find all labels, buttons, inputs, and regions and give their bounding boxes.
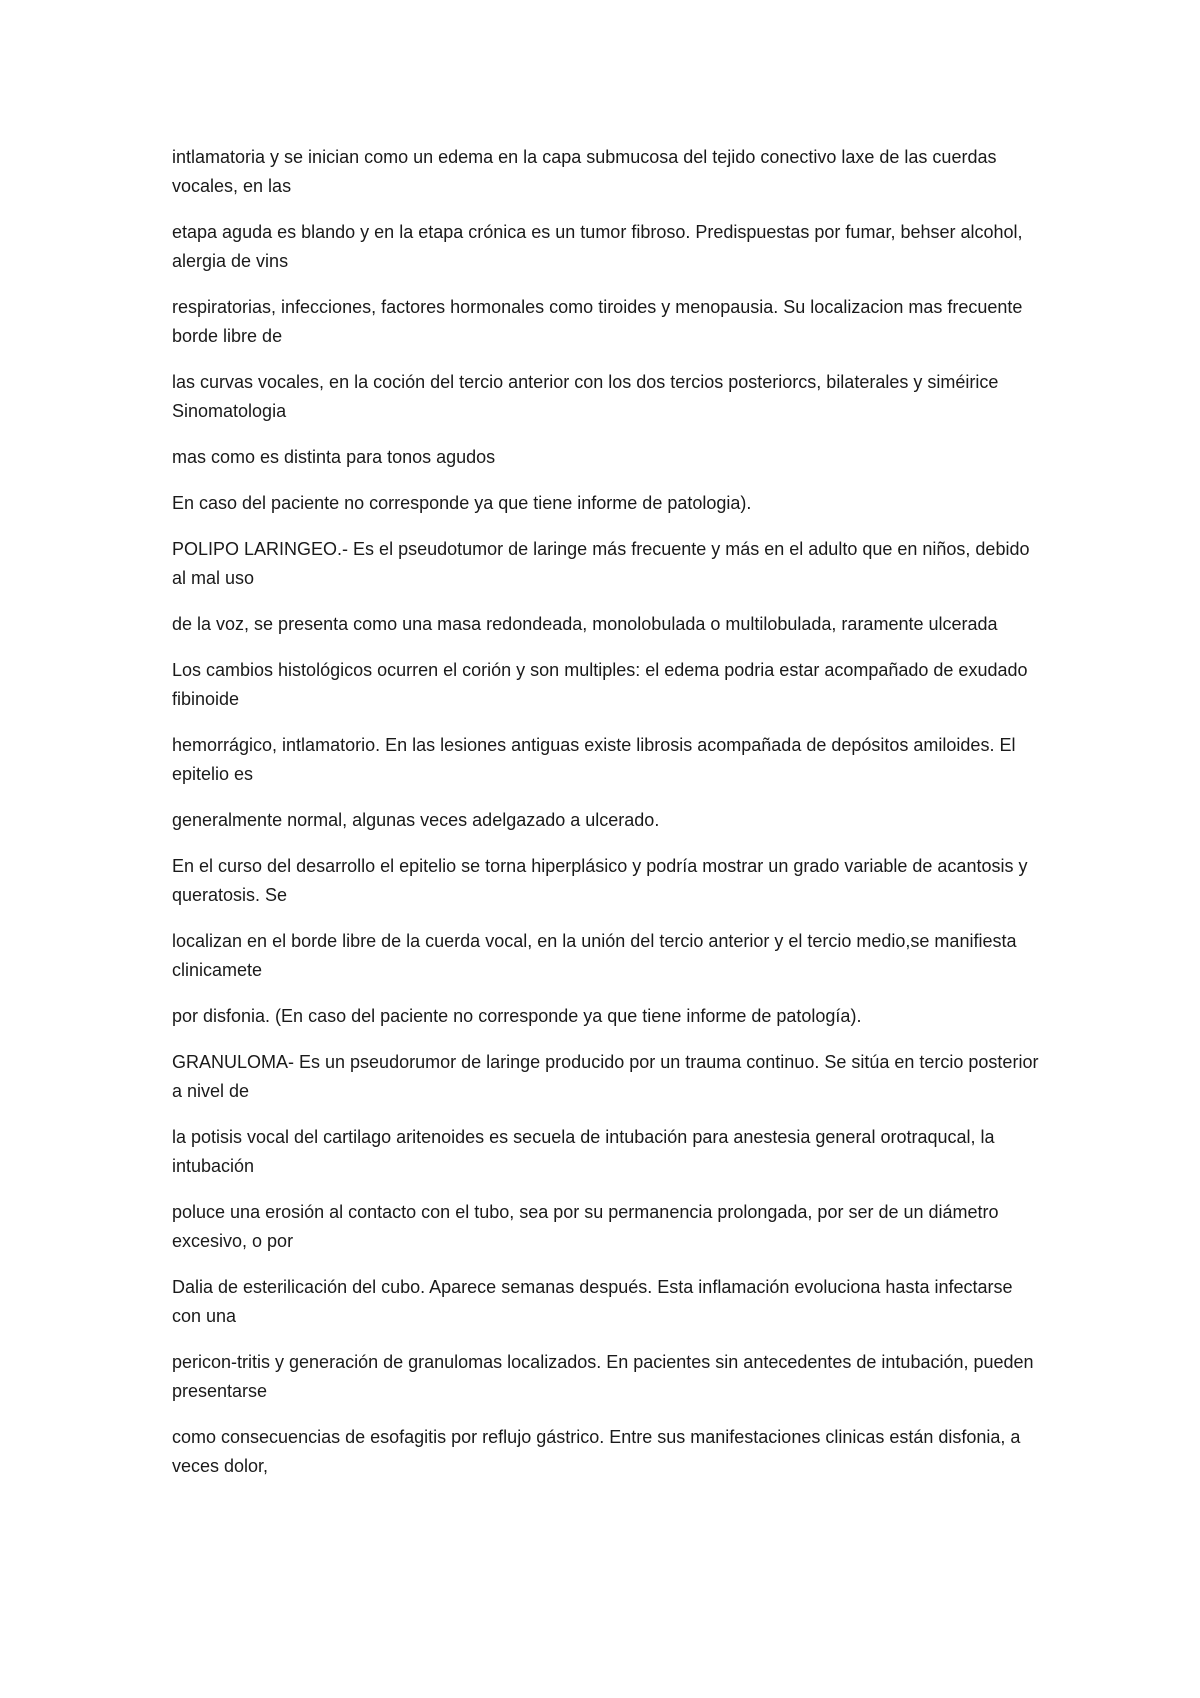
paragraph: como consecuencias de esofagitis por reflujo gástrico. Entre sus manifestaciones clinicas están disfonia, a veces dolor, (172, 1427, 1021, 1476)
paragraph: Dalia de esterilicación del cubo. Aparece semanas después. Esta inflamación evoluciona hasta infectarse con una (172, 1277, 1013, 1326)
paragraph: poluce una erosión al contacto con el tubo, sea por su permanencia prolongada, por ser de un diámetro excesivo, o por (172, 1202, 999, 1251)
paragraph: de la voz, se presenta como una masa redondeada, monolobulada o multilobulada, raramente ulcerada (172, 614, 998, 634)
paragraph: En caso del paciente no corresponde ya que tiene informe de patologia). (172, 493, 752, 513)
paragraph: las curvas vocales, en la coción del tercio anterior con los dos tercios posteriorcs, bilaterales y siméirice Sinomatologia (172, 372, 999, 421)
paragraph: GRANULOMA- Es un pseudorumor de laringe producido por un trauma continuo. Se sitúa en tercio posterior a nivel de (172, 1052, 1039, 1101)
paragraph: hemorrágico, intlamatorio. En las lesiones antiguas existe librosis acompañada de depósitos amiloides. El epitelio es (172, 735, 1016, 784)
paragraph: generalmente normal, algunas veces adelgazado a ulcerado. (172, 810, 660, 830)
paragraph: por disfonia. (En caso del paciente no corresponde ya que tiene informe de patología). (172, 1006, 862, 1026)
paragraph: POLIPO LARINGEO.- Es el pseudotumor de laringe más frecuente y más en el adulto que en niños, debido al mal uso (172, 539, 1030, 588)
paragraph: localizan en el borde libre de la cuerda vocal, en la unión del tercio anterior y el tercio medio,se manifiesta clinicamete (172, 931, 1017, 980)
paragraph: mas como es distinta para tonos agudos (172, 447, 496, 467)
document-body (172, 143, 1042, 1498)
paragraph: En el curso del desarrollo el epitelio se torna hiperplásico y podría mostrar un grado variable de acantosis y queratosis. Se (172, 856, 1028, 905)
paragraph: intlamatoria y se inician como un edema en la capa submucosa del tejido conectivo laxe de las cuerdas vocales, en las (172, 147, 997, 196)
paragraph: pericon-tritis y generación de granulomas localizados. En pacientes sin antecedentes de intubación, pueden presentarse (172, 1352, 1034, 1401)
paragraph: Los cambios histológicos ocurren el corión y son multiples: el edema podria estar acompañado de exudado fibinoide (172, 660, 1028, 709)
paragraph: respiratorias, infecciones, factores hormonales como tiroides y menopausia. Su localizacion mas frecuente borde libre de (172, 297, 1023, 346)
paragraph: etapa aguda es blando y en la etapa crónica es un tumor fibroso. Predispuestas por fumar, behser alcohol, alergia de vins (172, 222, 1023, 271)
paragraph: la potisis vocal del cartilago aritenoides es secuela de intubación para anestesia general orotraqucal, la intubación (172, 1127, 995, 1176)
